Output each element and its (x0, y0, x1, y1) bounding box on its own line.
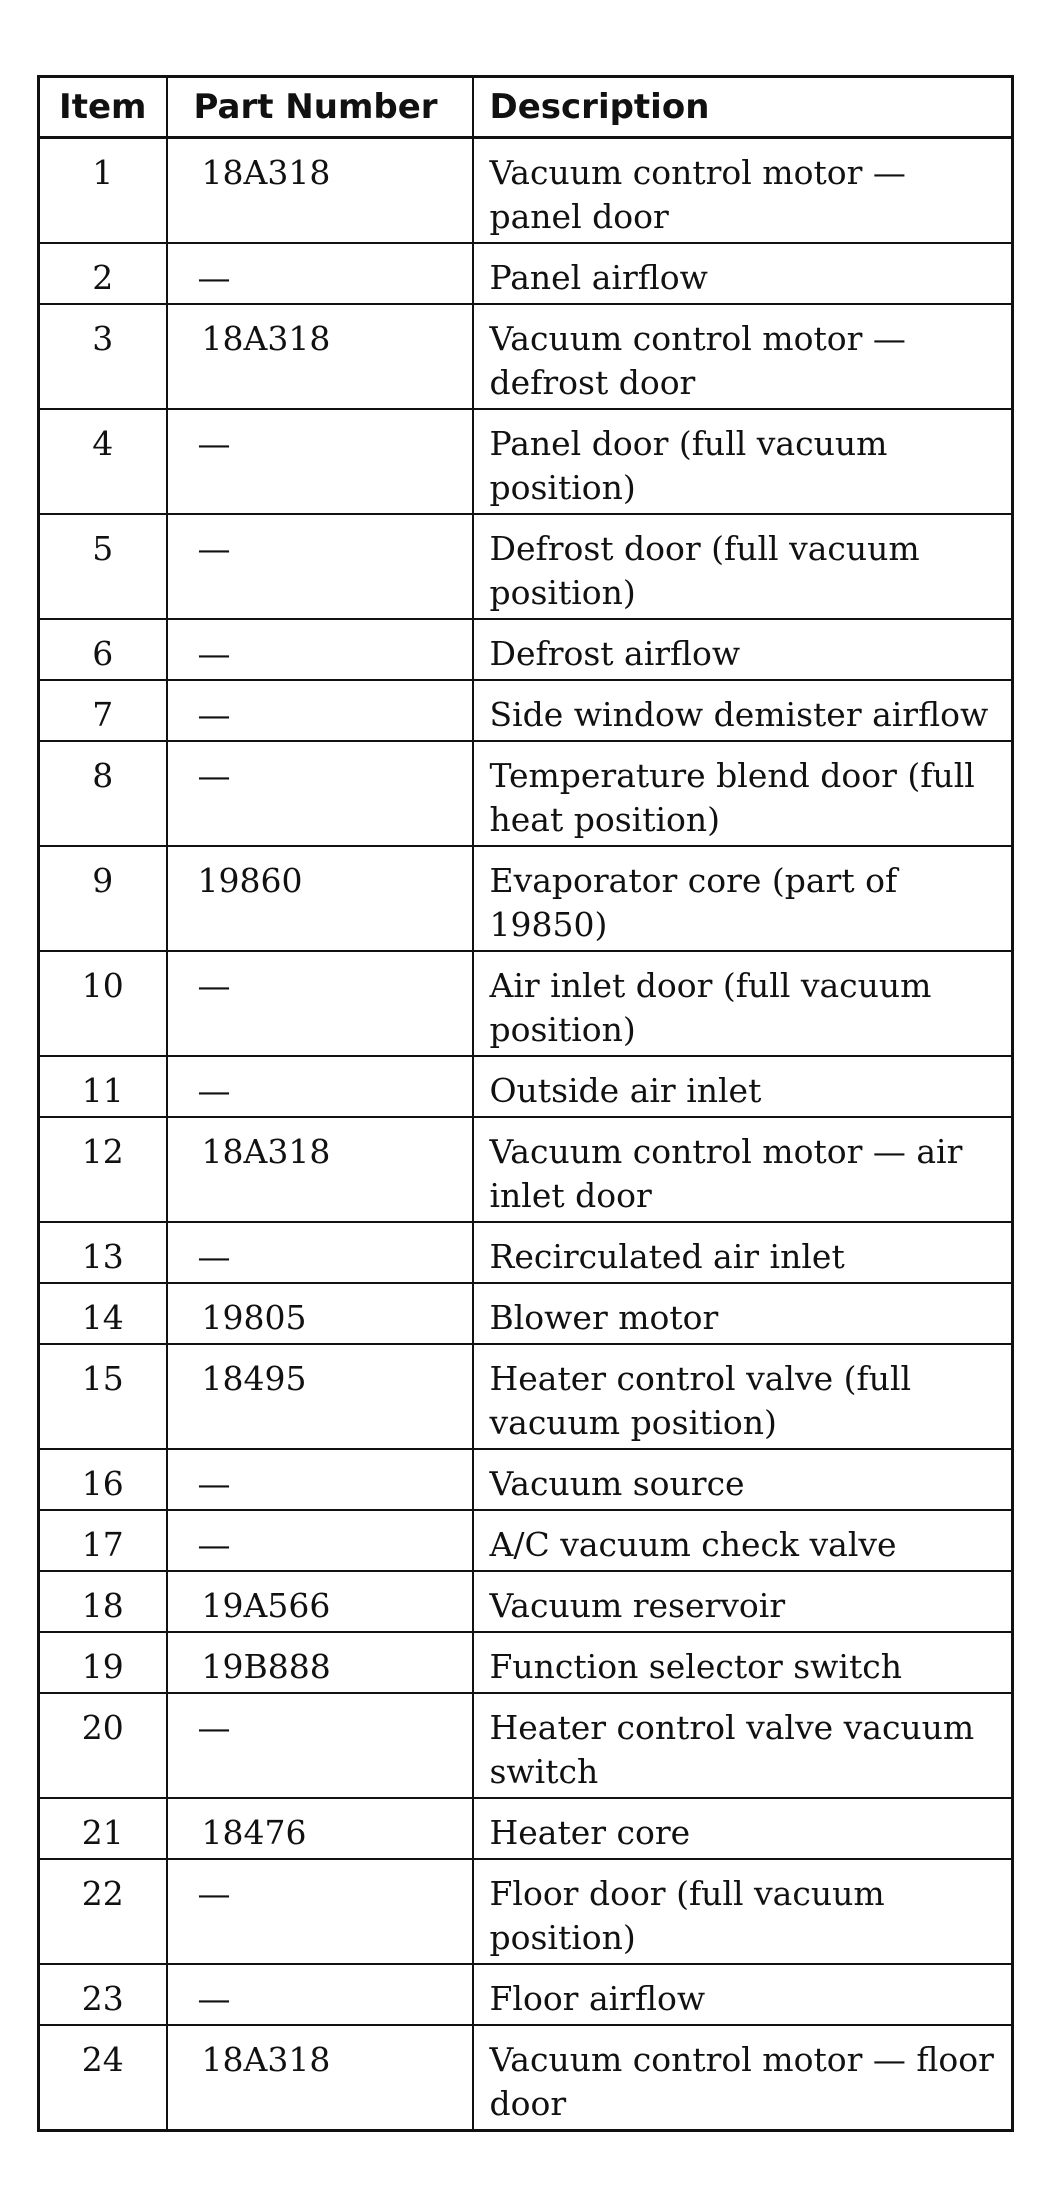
table-row (39, 1449, 1013, 1510)
part-number-cell: 18A318 (167, 1117, 473, 1222)
column-header-item: Item (39, 77, 167, 138)
table-row (39, 680, 1013, 741)
column-header-part-number: Part Number (167, 77, 473, 138)
item-cell: 1 (39, 138, 167, 244)
description-cell: Blower motor (473, 1283, 1013, 1344)
description-cell: Vacuum reservoir (473, 1571, 1013, 1632)
item-cell: 16 (39, 1449, 167, 1510)
table-row (39, 1283, 1013, 1344)
part-number-cell: 18476 (167, 1798, 473, 1859)
table-row (39, 2025, 1013, 2131)
description-cell: Vacuum source (473, 1449, 1013, 1510)
table-row (39, 619, 1013, 680)
table-header (39, 77, 1013, 138)
description-cell: Floor door (full vacuum position) (473, 1859, 1013, 1964)
part-number-cell: 19B888 (167, 1632, 473, 1693)
description-cell: Function selector switch (473, 1632, 1013, 1693)
table-row (39, 1117, 1013, 1222)
description-cell: Temperature blend door (full heat position) (473, 741, 1013, 846)
item-cell: 10 (39, 951, 167, 1056)
item-cell: 20 (39, 1693, 167, 1798)
description-cell: Evaporator core (part of 19850) (473, 846, 1013, 951)
item-cell: 14 (39, 1283, 167, 1344)
table-body (39, 138, 1013, 2131)
table-row (39, 1632, 1013, 1693)
table-row (39, 138, 1013, 244)
item-cell: 8 (39, 741, 167, 846)
header-row (39, 77, 1013, 138)
table-row (39, 1859, 1013, 1964)
part-number-cell: — (167, 1693, 473, 1798)
part-number-cell: — (167, 1222, 473, 1283)
parts-table (37, 75, 1014, 2132)
description-cell: Panel airflow (473, 243, 1013, 304)
part-number-cell: — (167, 1859, 473, 1964)
description-cell: Vacuum control motor — floor door (473, 2025, 1013, 2131)
part-number-cell: — (167, 951, 473, 1056)
item-cell: 11 (39, 1056, 167, 1117)
description-cell: Air inlet door (full vacuum position) (473, 951, 1013, 1056)
description-cell: Defrost door (full vacuum position) (473, 514, 1013, 619)
item-cell: 23 (39, 1964, 167, 2025)
part-number-cell: — (167, 409, 473, 514)
part-number-cell: 19860 (167, 846, 473, 951)
table-row (39, 741, 1013, 846)
part-number-cell: — (167, 741, 473, 846)
table-row (39, 1510, 1013, 1571)
part-number-cell: — (167, 514, 473, 619)
item-cell: 12 (39, 1117, 167, 1222)
description-cell: Vacuum control motor — defrost door (473, 304, 1013, 409)
item-cell: 5 (39, 514, 167, 619)
part-number-cell: 18495 (167, 1344, 473, 1449)
item-cell: 9 (39, 846, 167, 951)
table-row (39, 1571, 1013, 1632)
table-row (39, 1056, 1013, 1117)
table-row (39, 514, 1013, 619)
part-number-cell: 19805 (167, 1283, 473, 1344)
description-cell: Floor airflow (473, 1964, 1013, 2025)
table-row (39, 951, 1013, 1056)
table-row (39, 304, 1013, 409)
part-number-cell: — (167, 619, 473, 680)
part-number-cell: — (167, 243, 473, 304)
part-number-cell: — (167, 1056, 473, 1117)
part-number-cell: 18A318 (167, 304, 473, 409)
part-number-cell: 18A318 (167, 138, 473, 244)
item-cell: 6 (39, 619, 167, 680)
description-cell: Recirculated air inlet (473, 1222, 1013, 1283)
part-number-cell: — (167, 1449, 473, 1510)
item-cell: 17 (39, 1510, 167, 1571)
item-cell: 15 (39, 1344, 167, 1449)
item-cell: 4 (39, 409, 167, 514)
parts-table-container (37, 75, 1011, 2132)
description-cell: Heater core (473, 1798, 1013, 1859)
part-number-cell: — (167, 680, 473, 741)
description-cell: Defrost airflow (473, 619, 1013, 680)
description-cell: A/C vacuum check valve (473, 1510, 1013, 1571)
table-row (39, 409, 1013, 514)
table-row (39, 1222, 1013, 1283)
item-cell: 2 (39, 243, 167, 304)
item-cell: 22 (39, 1859, 167, 1964)
description-cell: Vacuum control motor — air inlet door (473, 1117, 1013, 1222)
item-cell: 19 (39, 1632, 167, 1693)
item-cell: 24 (39, 2025, 167, 2131)
table-row (39, 1693, 1013, 1798)
description-cell: Heater control valve vacuum switch (473, 1693, 1013, 1798)
item-cell: 3 (39, 304, 167, 409)
item-cell: 7 (39, 680, 167, 741)
description-cell: Outside air inlet (473, 1056, 1013, 1117)
item-cell: 21 (39, 1798, 167, 1859)
part-number-cell: — (167, 1510, 473, 1571)
part-number-cell: — (167, 1964, 473, 2025)
table-row (39, 1798, 1013, 1859)
table-row (39, 243, 1013, 304)
description-cell: Heater control valve (full vacuum position) (473, 1344, 1013, 1449)
table-row (39, 846, 1013, 951)
column-header-description: Description (473, 77, 1013, 138)
description-cell: Side window demister airflow (473, 680, 1013, 741)
part-number-cell: 19A566 (167, 1571, 473, 1632)
part-number-cell: 18A318 (167, 2025, 473, 2131)
description-cell: Vacuum control motor — panel door (473, 138, 1013, 244)
table-row (39, 1964, 1013, 2025)
item-cell: 18 (39, 1571, 167, 1632)
table-row (39, 1344, 1013, 1449)
description-cell: Panel door (full vacuum position) (473, 409, 1013, 514)
item-cell: 13 (39, 1222, 167, 1283)
